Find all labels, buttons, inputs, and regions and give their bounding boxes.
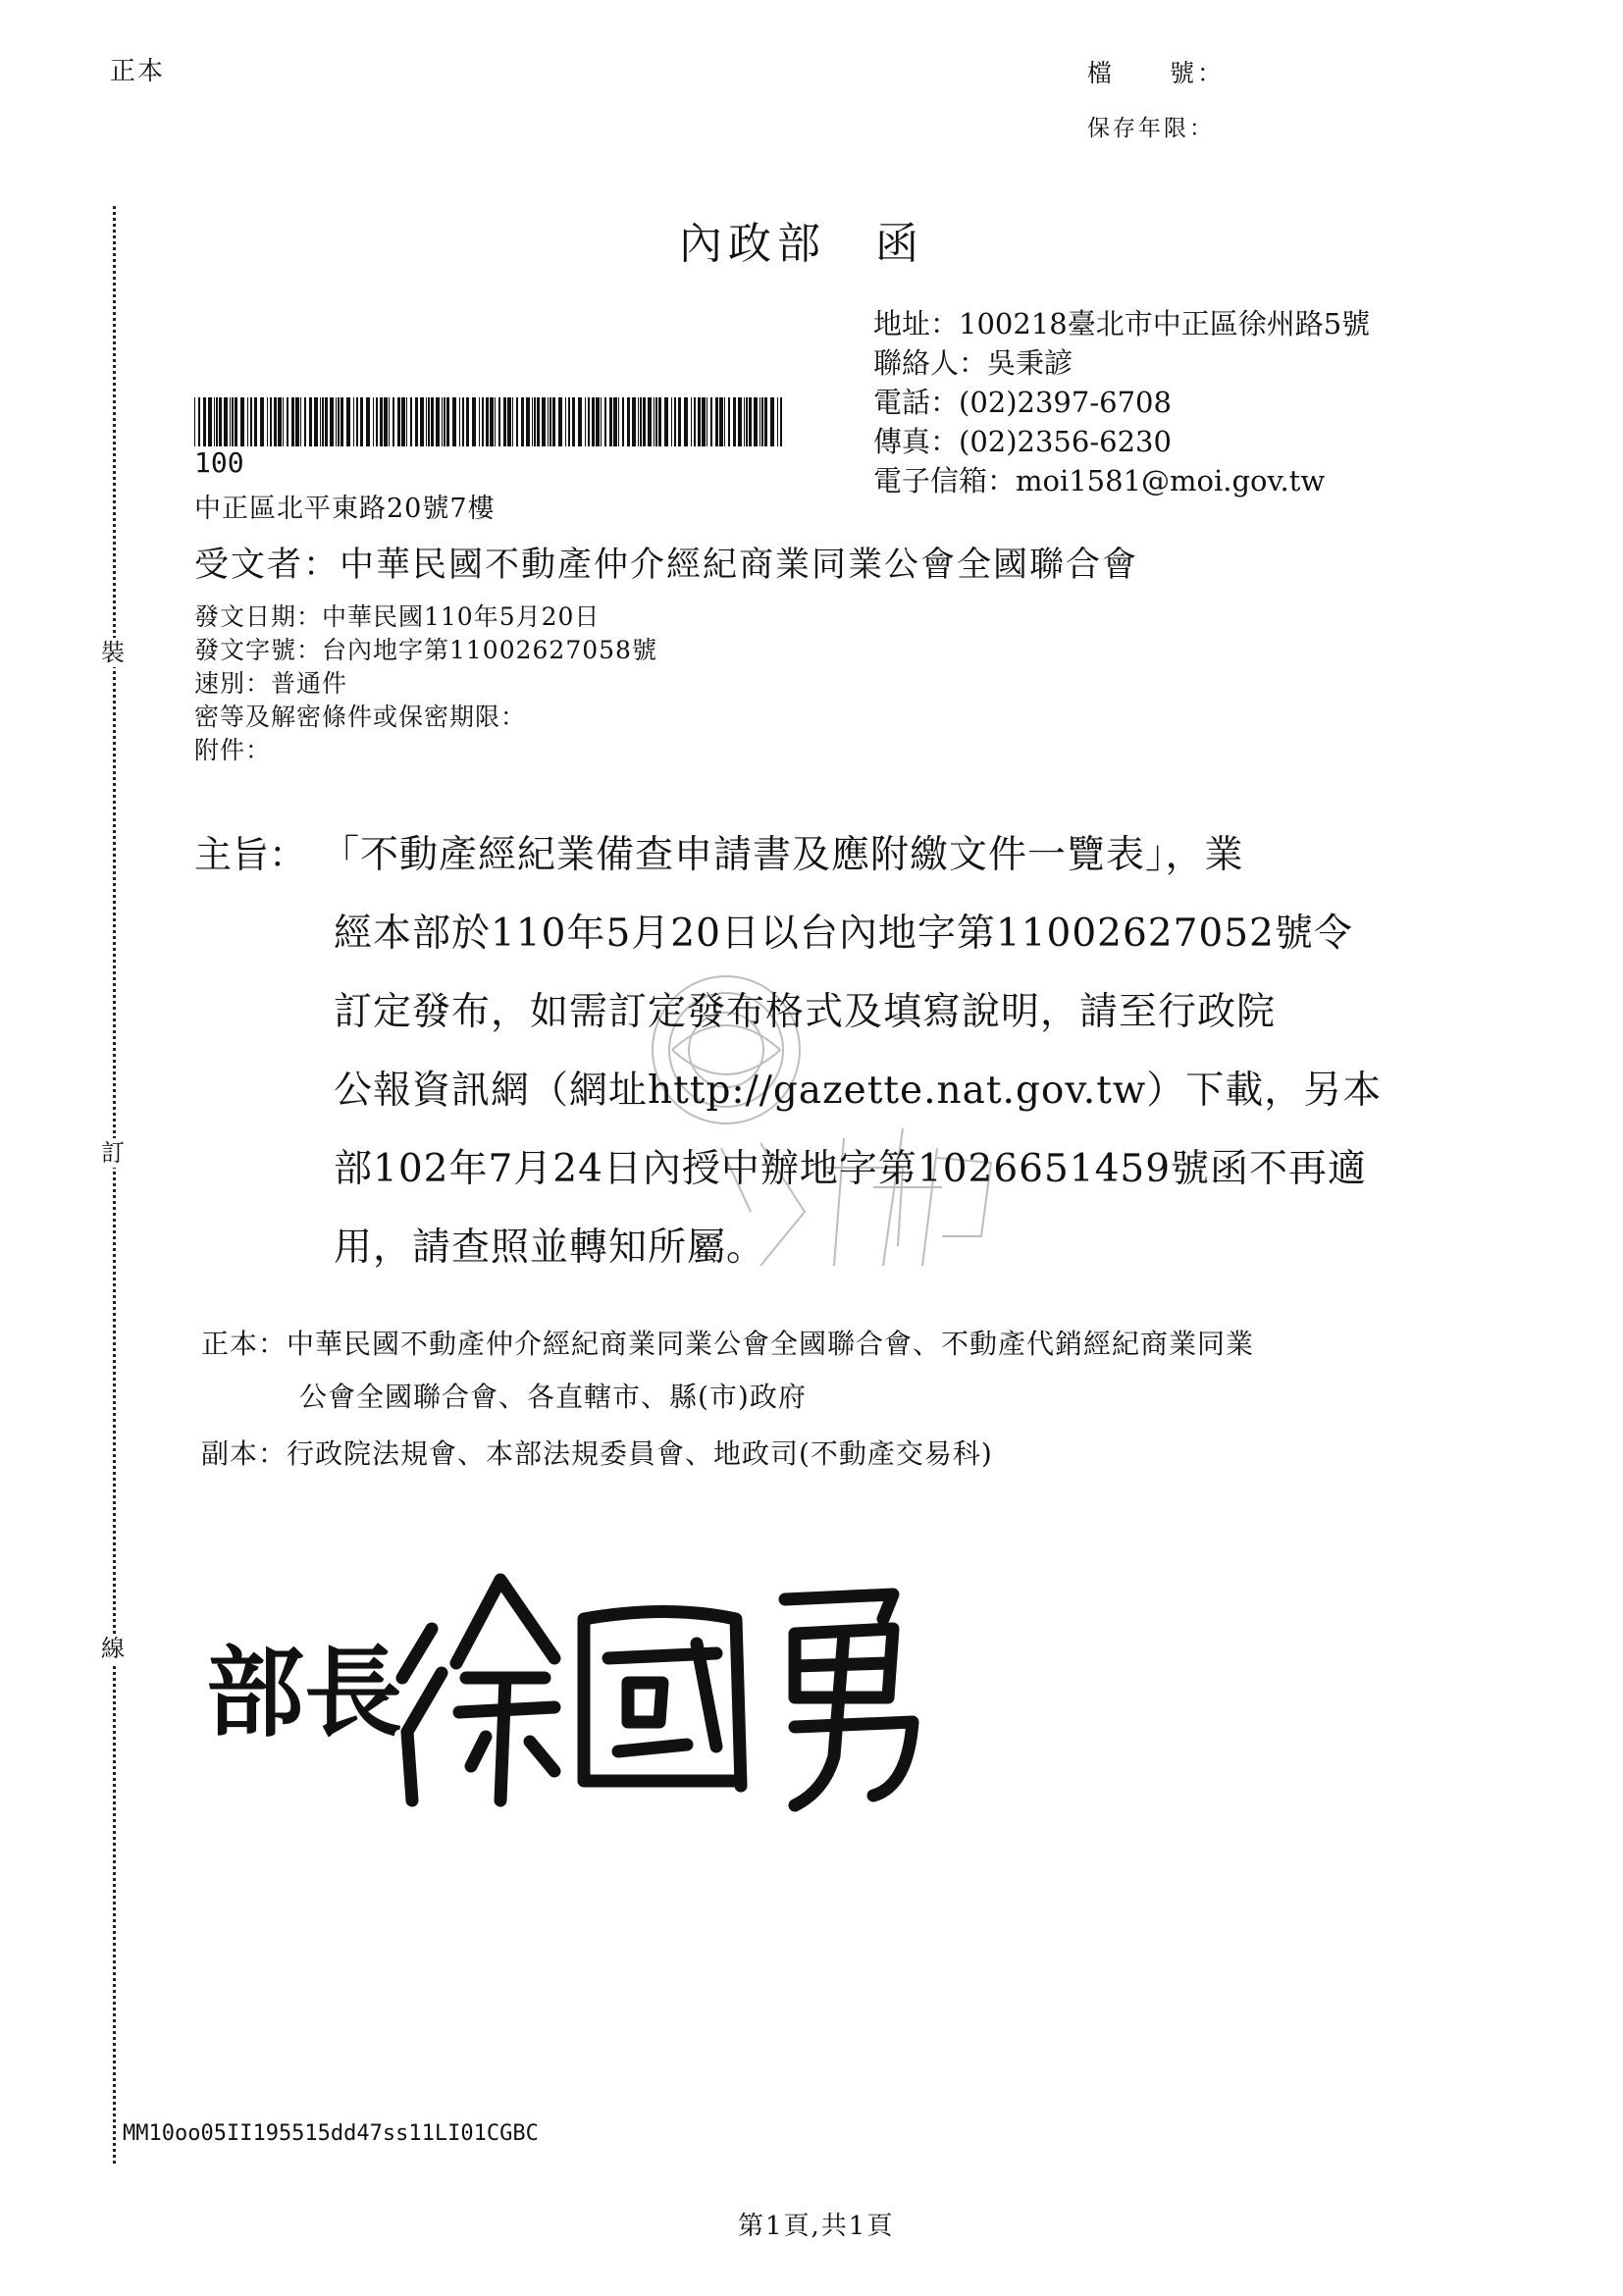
- sender-phone: 電話：(02)2397-6708: [873, 386, 1172, 419]
- mailing-zip: 100: [194, 446, 244, 479]
- subject-line-4: 公報資訊網（網址http://gazette.nat.gov.tw）下載，另本: [334, 1069, 1383, 1113]
- attachment: 附件：: [194, 736, 272, 764]
- signature-title: 部長: [206, 1635, 402, 1750]
- file-number-label: 檔 號：: [1087, 59, 1226, 87]
- postal-barcode: [194, 397, 788, 446]
- subject-line-2: 經本部於110年5月20日以台內地字第11002627052號令: [334, 912, 1353, 956]
- sender-contact-person: 聯絡人：吳秉諺: [873, 346, 1073, 380]
- mailing-address: 中正區北平東路20號7樓: [194, 494, 496, 524]
- subject-line-1: 「不動產經紀業備查申請書及應附繳文件一覽表」，業: [321, 833, 1244, 877]
- page-footer: 第1頁,共1頁: [738, 2212, 895, 2241]
- recipient: 受文者：中華民國不動產仲介經紀商業同業公會全國聯合會: [194, 546, 1139, 585]
- sender-email: 電子信箱：moi1581@moi.gov.tw: [873, 464, 1326, 497]
- document-details: [194, 600, 657, 767]
- secrecy-level: 密等及解密條件或保密期限：: [194, 703, 527, 731]
- distribution-original-line1: 正本：中華民國不動產仲介經紀商業同業公會全國聯合會、不動產代銷經紀商業同業: [201, 1328, 1255, 1360]
- delivery-speed: 速別：普通件: [194, 669, 348, 698]
- subject-line-6: 用，請查照並轉知所屬。: [334, 1226, 766, 1270]
- binding-mark-2: 訂: [101, 1139, 125, 1167]
- minister-signature: [206, 1560, 991, 1815]
- issue-date: 發文日期：中華民國110年5月20日: [194, 602, 601, 631]
- subject-line-3: 訂定發布，如需訂定發布格式及填寫說明，請至行政院: [334, 990, 1277, 1034]
- distribution-copy: 副本：行政院法規會、本部法規委員會、地政司(不動產交易科): [201, 1437, 993, 1470]
- original-copy-label: 正本: [110, 57, 166, 86]
- binding-line: [113, 206, 116, 2164]
- document-serial-code: MM10oo05II195515dd47ss11LI01CGBC: [123, 2121, 539, 2146]
- binding-mark-1: 裝: [101, 639, 125, 666]
- binding-mark-3: 線: [101, 1635, 125, 1662]
- reference-number: 發文字號：台內地字第11002627058號: [194, 636, 657, 664]
- retention-label: 保存年限：: [1087, 116, 1215, 141]
- subject-line-5: 部102年7月24日內授中辦地字第1026651459號函不再適: [334, 1147, 1368, 1191]
- document-title: 內政部 函: [679, 219, 924, 269]
- distribution-original-line2: 公會全國聯合會、各直轄市、縣(市)政府: [299, 1381, 807, 1413]
- sender-fax: 傳真：(02)2356-6230: [873, 425, 1172, 458]
- sender-address: 地址：100218臺北市中正區徐州路5號: [873, 307, 1371, 340]
- subject-label: 主旨：: [194, 833, 307, 876]
- sender-contact-block: [873, 304, 1370, 500]
